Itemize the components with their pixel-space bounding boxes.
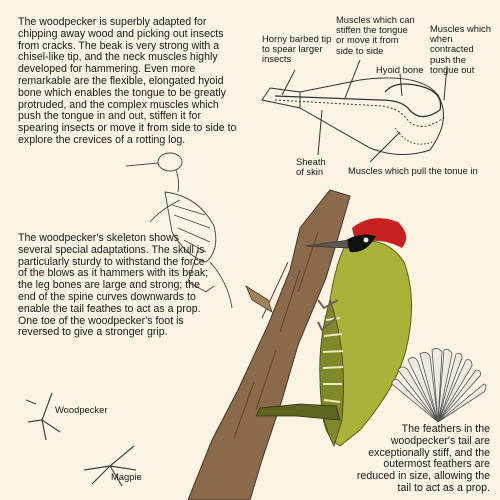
label-hyoid-bone: Hyoid bone <box>376 64 424 75</box>
bird-eye <box>363 237 369 243</box>
neck <box>176 170 179 192</box>
intro-paragraph: The woodpecker is superbly adapted for chipping away wood and picking out insects from cracks. The beak is very strong with a chisel-like tip, and the neck muscles highly developed for hammering. Even more remarkable are the flexible, elongated hyoid bone which enables the tongue to be greatly protruded, and the complex muscles which push the tongue in and out, stiffen it for spearing insects or move it from side to side to explore the crevices of a rotting log. <box>18 16 237 146</box>
beak <box>126 163 158 166</box>
tail-paragraph: The feathers in the woodpecker's tail are exceptionally stiff, and the outermost feathers are reduced in size, allowing the tail to act as a prop. <box>356 423 490 494</box>
tail-feathers-fan <box>392 348 486 422</box>
beak-upper <box>262 88 300 108</box>
label-sheath: Sheath of skin <box>296 156 326 178</box>
wing-bones <box>150 200 180 222</box>
broken-branch <box>246 286 272 312</box>
pointer-pull <box>370 132 400 162</box>
label-horny-tip: Horny barbed tip to spear larger insects <box>262 33 332 65</box>
label-pull-muscles: Muscles which pull the tonue in <box>348 165 478 176</box>
label-stiffen-muscles: Muscles which can stiffen the tongue or move it from side to side <box>336 14 415 56</box>
pull-muscles-path <box>395 128 432 144</box>
skull <box>158 153 182 171</box>
label-woodpecker-foot: Woodpecker <box>55 404 108 415</box>
tongue-diagram <box>262 60 447 162</box>
skeleton-paragraph: The woodpecker's skeleton shows several special adaptations. The skull is particularly sturdy to withstand the force of the blows as it hammers with its beak; the leg bones are large and strong; the end of the spine curves downwards to enable the tail feathes to act as a prop. One toe of the woodpecker's foot is reversed to give a stronger grip. <box>18 232 209 339</box>
woodpecker-foot-sketch <box>26 393 60 440</box>
pointer-sheath <box>318 110 322 155</box>
pointer-stiffen <box>345 60 360 98</box>
hyoid-bone-path-2 <box>275 100 446 127</box>
label-magpie-foot: Magpie <box>111 471 142 482</box>
label-push-muscles: Muscles which when contracted push the tongue out <box>430 23 491 75</box>
pointer-hyoid <box>400 74 402 96</box>
